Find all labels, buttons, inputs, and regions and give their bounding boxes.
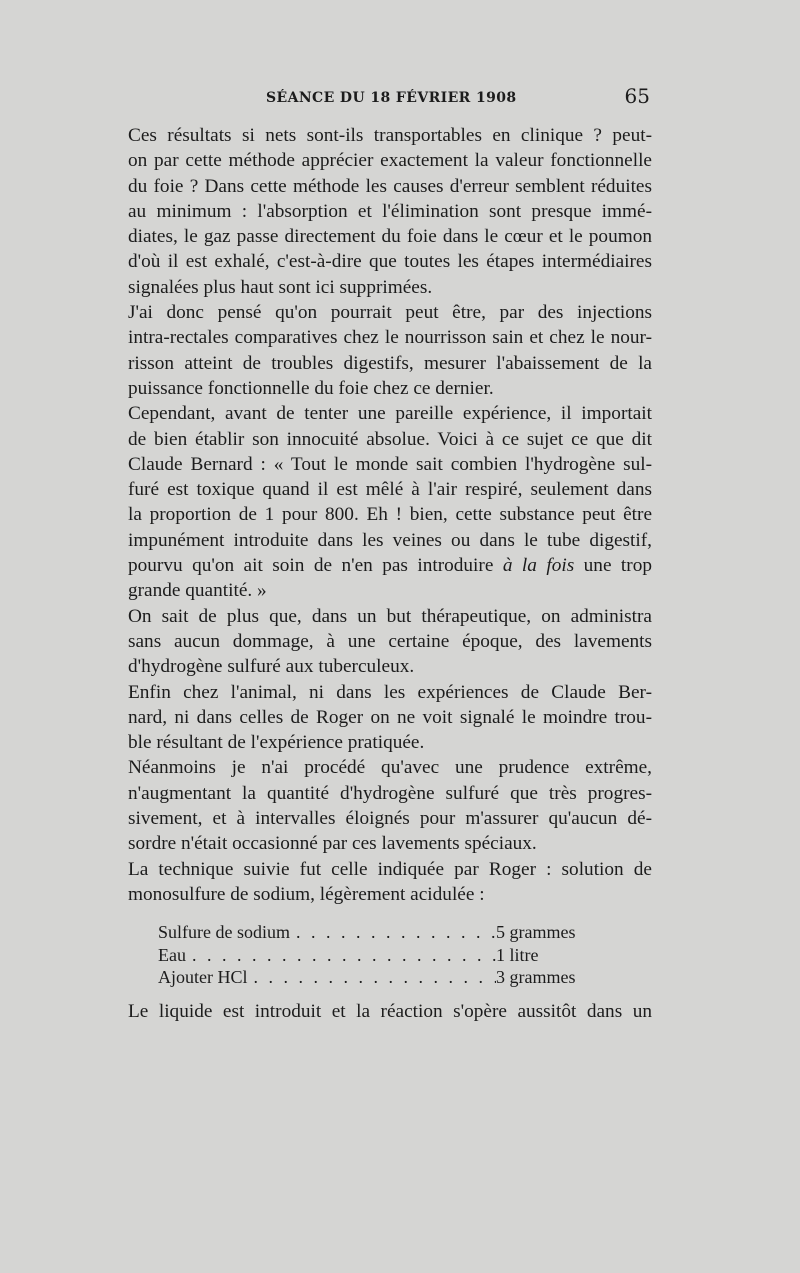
paragraph-technique	[106, 857, 652, 908]
recipe-amount: 3 grammes	[496, 967, 576, 988]
text-line: de bien établir son innocuité absolue. Voici à ce sujet ce que dit	[128, 428, 652, 450]
text-line: sordre n'était occasionné par ces lavements spéciaux.	[128, 833, 537, 855]
text-line: furé est toxique quand il est mêlé à l'air respiré, seulement dans	[128, 479, 652, 501]
paragraph-therapeutique	[106, 604, 652, 680]
body-text	[106, 123, 652, 1024]
dot-leader	[290, 921, 496, 944]
text-line: n'augmentant la quantité d'hydrogène sulfuré que très progres-	[128, 782, 652, 804]
text-line: signalées plus haut sont ici supprimées.	[128, 276, 433, 298]
text-line: Le liquide est introduit et la réaction s'opère aussitôt dans un	[128, 1000, 652, 1022]
text-line: Néanmoins je n'ai procédé qu'avec une prudence extrême,	[128, 757, 652, 779]
text-line: monosulfure de sodium, légèrement acidulée :	[128, 883, 485, 905]
recipe-amount: 5 grammes	[496, 922, 576, 943]
italic-emphasis: à la fois	[502, 555, 575, 577]
text-segment: pourvu qu'on ait soin de n'en pas introduire	[128, 555, 503, 577]
text-line: grande quantité. »	[128, 580, 267, 602]
recipe-ingredient: Sulfure de sodium	[158, 922, 290, 943]
text-line: du foie ? Dans cette méthode les causes d'erreur semblent réduites	[128, 175, 652, 197]
text-line: d'où il est exhalé, c'est-à-dire que toutes les étapes intermédiaires	[128, 251, 652, 273]
text-line: Cependant, avant de tenter une pareille expérience, il importait	[128, 403, 652, 425]
recipe-row	[158, 944, 596, 967]
text-line: risson atteint de troubles digestifs, mesurer l'abaissement de la	[128, 352, 652, 374]
text-line: Ces résultats si nets sont-ils transportables en clinique ? peut-	[128, 125, 652, 146]
paragraph-closing	[106, 999, 652, 1024]
paragraph-injections	[106, 300, 652, 401]
text-line: au minimum : l'absorption et l'élimination sont presque immé-	[128, 200, 652, 222]
recipe-amount: 1 litre	[496, 944, 539, 965]
recipe-row	[158, 966, 596, 989]
text-line: Claude Bernard : « Tout le monde sait combien l'hydrogène sul-	[128, 453, 652, 475]
text-line: impunément introduite dans les veines ou dans le tube digestif,	[128, 529, 652, 551]
header-title: SÉANCE DU 18 FÉVRIER 1908	[266, 90, 517, 106]
text-segment: une trop	[574, 555, 652, 577]
paragraph-prudence	[106, 755, 652, 856]
text-line: on par cette méthode apprécier exactement la valeur fonctionnelle	[128, 150, 652, 172]
text-line: puissance fonctionnelle du foie chez ce dernier.	[128, 377, 494, 399]
text-line: Enfin chez l'animal, ni dans les expériences de Claude Ber-	[128, 681, 652, 703]
page-number: 65	[624, 84, 650, 108]
text-line: sans aucun dommage, à une certaine époque, des lavements	[128, 630, 652, 652]
text-line: ble résultant de l'expérience pratiquée.	[128, 732, 425, 754]
text-line-with-emphasis	[106, 553, 652, 578]
paragraph-animal	[106, 680, 652, 756]
text-line: La technique suivie fut celle indiquée par Roger : solution de	[128, 858, 652, 880]
recipe-row	[158, 921, 596, 944]
text-line: sivement, et à intervalles éloignés pour m'assurer qu'aucun dé-	[128, 808, 652, 830]
paragraph-clinique	[106, 123, 652, 300]
dot-leader	[248, 966, 497, 989]
text-line: On sait de plus que, dans un but thérapeutique, on administra	[128, 605, 652, 627]
running-header	[106, 82, 652, 112]
recipe-ingredient: Eau	[158, 944, 186, 965]
recipe-ingredient: Ajouter HCl	[158, 967, 248, 988]
text-line: d'hydrogène sulfuré aux tuberculeux.	[128, 656, 415, 678]
recipe-table	[158, 921, 596, 989]
paragraph-claude-bernard-quote	[106, 401, 652, 603]
text-line: diates, le gaz passe directement du foie dans le cœur et le poumon	[128, 226, 652, 248]
text-line: intra-rectales comparatives chez le nourrisson sain et chez le nour-	[128, 327, 652, 349]
text-line: J'ai donc pensé qu'on pourrait peut être, par des injections	[128, 302, 652, 324]
text-line: nard, ni dans celles de Roger on ne voit signalé le moindre trou-	[128, 706, 652, 728]
dot-leader	[186, 944, 496, 967]
text-line: la proportion de 1 pour 800. Eh ! bien, cette substance peut être	[128, 504, 652, 526]
